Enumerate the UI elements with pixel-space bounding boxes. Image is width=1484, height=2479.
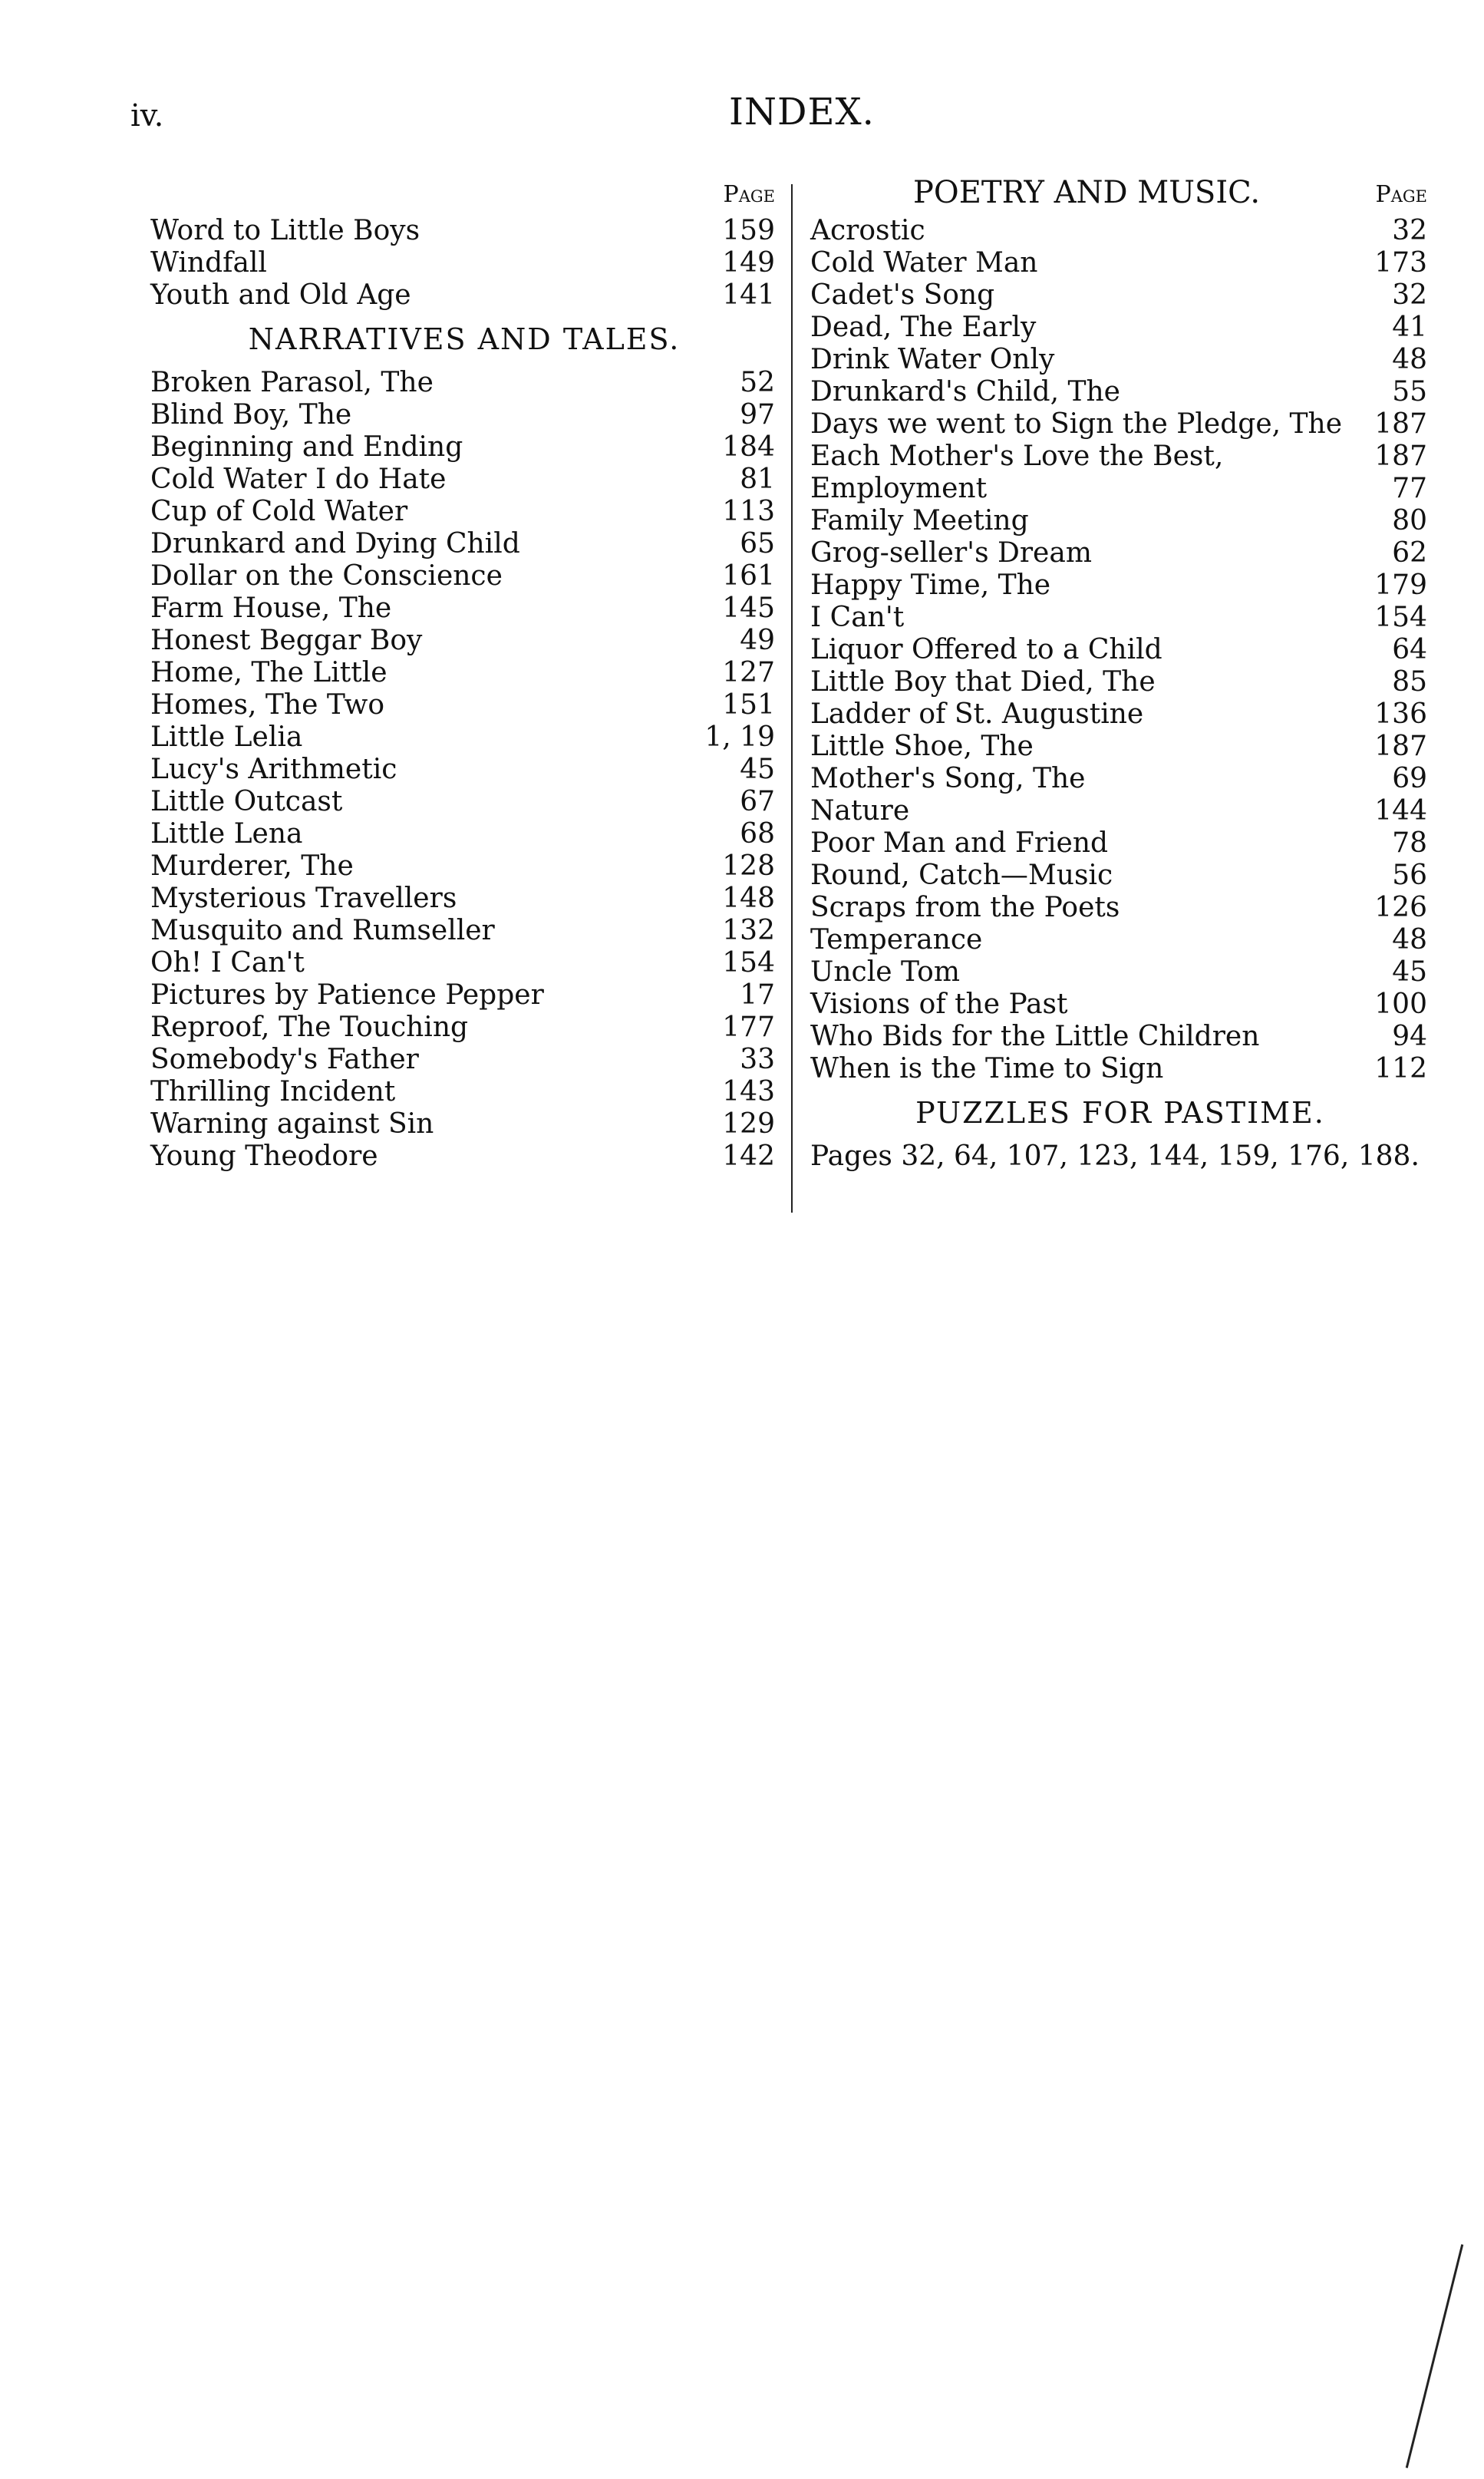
index-entry [146, 399, 783, 431]
entry-page: 179 [1374, 569, 1427, 601]
entry-page: 141 [722, 279, 775, 311]
index-entry [146, 689, 783, 721]
entry-title: Drink Water Only [810, 344, 1055, 375]
entry-title: Broken Parasol, The [150, 367, 434, 398]
index-entry [806, 666, 1435, 698]
index-entry [806, 602, 1435, 634]
index-entry [146, 279, 783, 312]
index-entry [806, 795, 1435, 827]
index-entry [806, 860, 1435, 892]
column-divider [791, 184, 793, 1213]
index-entry [146, 1108, 783, 1140]
entry-page: 78 [1392, 827, 1427, 859]
entry-title: Little Lelia [150, 721, 303, 753]
index-entry [146, 367, 783, 399]
entry-page: 142 [722, 1140, 775, 1172]
entry-page: 129 [722, 1108, 775, 1140]
index-entry [146, 215, 783, 247]
entry-title: Windfall [150, 247, 267, 279]
index-entry [806, 634, 1435, 666]
entry-title: Youth and Old Age [150, 279, 411, 311]
entry-title: Thrilling Incident [150, 1076, 396, 1107]
entry-page: 132 [722, 915, 775, 946]
entry-page: 161 [722, 560, 775, 592]
entry-title: Little Lena [150, 818, 303, 850]
entry-page: 145 [722, 593, 775, 624]
entry-page: 187 [1374, 441, 1427, 472]
index-entry [806, 537, 1435, 569]
entry-page: 136 [1374, 698, 1427, 730]
left-top-entries [146, 215, 783, 312]
entry-page: 100 [1374, 989, 1427, 1020]
index-entry [806, 376, 1435, 408]
entry-title: Word to Little Boys [150, 215, 420, 246]
entry-page: 184 [722, 431, 775, 463]
entry-title: Drunkard and Dying Child [150, 528, 520, 560]
index-entry [146, 1076, 783, 1108]
entry-page: 149 [722, 247, 775, 279]
entry-title: Young Theodore [150, 1140, 378, 1172]
entry-page: 112 [1374, 1053, 1427, 1084]
entry-title: Mother's Song, The [810, 763, 1086, 794]
index-entry [146, 818, 783, 850]
entry-title: Drunkard's Child, The [810, 376, 1120, 408]
index-entry [146, 1140, 783, 1173]
index-entry [806, 763, 1435, 795]
page-column-label: Page [1375, 181, 1427, 208]
entry-page: 52 [740, 367, 775, 398]
index-entry [146, 528, 783, 560]
index-entry [146, 915, 783, 947]
entry-title: Who Bids for the Little Children [810, 1021, 1260, 1052]
entry-page: 69 [1392, 763, 1427, 794]
entry-page: 62 [1392, 537, 1427, 569]
entry-page: 48 [1392, 924, 1427, 956]
entry-title: Each Mother's Love the Best, [810, 441, 1224, 472]
poetry-section-title: POETRY AND MUSIC. [913, 175, 1261, 210]
index-entry [146, 1044, 783, 1076]
index-entry [806, 569, 1435, 602]
entry-page: 49 [740, 625, 775, 656]
entry-page: 45 [1392, 956, 1427, 988]
entry-page: 127 [722, 657, 775, 688]
puzzles-section-title: PUZZLES FOR PASTIME. [915, 1096, 1325, 1130]
index-entry [806, 1021, 1435, 1053]
entry-page: 113 [722, 496, 775, 527]
narratives-section-title: NARRATIVES AND TALES. [248, 322, 681, 356]
entry-title: Lucy's Arithmetic [150, 754, 397, 785]
entry-page: 94 [1392, 1021, 1427, 1052]
entry-page: 81 [740, 464, 775, 495]
index-entry [806, 473, 1435, 505]
index-entry [146, 1012, 783, 1044]
entry-page: 187 [1374, 731, 1427, 762]
entry-title: Somebody's Father [150, 1044, 419, 1075]
right-column-header [806, 175, 1435, 215]
entry-page: 177 [722, 1012, 775, 1043]
index-entry [806, 731, 1435, 763]
puzzles-pages: Pages 32, 64, 107, 123, 144, 159, 176, 188. [810, 1140, 1420, 1172]
left-column [146, 175, 783, 1173]
entry-title: Mysterious Travellers [150, 883, 457, 914]
page-edge-mark [1406, 2244, 1463, 2468]
index-entry [806, 344, 1435, 376]
entry-title: Cold Water I do Hate [150, 464, 447, 495]
index-entry [146, 625, 783, 657]
left-column-header [146, 175, 783, 215]
entry-page: 32 [1392, 279, 1427, 311]
entry-page: 148 [722, 883, 775, 914]
index-entry [806, 441, 1435, 473]
index-entry [806, 827, 1435, 860]
entry-page: 56 [1392, 860, 1427, 891]
entry-title: Cadet's Song [810, 279, 995, 311]
entry-title: Murderer, The [150, 850, 354, 882]
entry-title: Visions of the Past [810, 989, 1068, 1020]
entry-title: Family Meeting [810, 505, 1029, 536]
entry-title: Blind Boy, The [150, 399, 352, 431]
entry-page: 65 [740, 528, 775, 560]
entry-page: 17 [740, 979, 775, 1011]
entry-page: 68 [740, 818, 775, 850]
entry-page: 187 [1374, 408, 1427, 440]
entry-title: Beginning and Ending [150, 431, 463, 463]
entry-title: Happy Time, The [810, 569, 1051, 601]
index-entry [146, 721, 783, 754]
index-entry [146, 979, 783, 1012]
entry-title: Liquor Offered to a Child [810, 634, 1162, 665]
entry-title: Honest Beggar Boy [150, 625, 423, 656]
index-entry [806, 989, 1435, 1021]
entry-title: I Can't [810, 602, 905, 633]
index-entry [146, 247, 783, 279]
entry-title: Pictures by Patience Pepper [150, 979, 544, 1011]
right-column [806, 175, 1435, 1173]
entry-title: Poor Man and Friend [810, 827, 1109, 859]
entry-title: Acrostic [810, 215, 925, 246]
index-entry [806, 312, 1435, 344]
entry-title: Cup of Cold Water [150, 496, 408, 527]
narratives-list [146, 367, 783, 1173]
entry-page: 151 [722, 689, 775, 721]
entry-title: Grog-seller's Dream [810, 537, 1092, 569]
index-entry [806, 505, 1435, 537]
index-entry [146, 431, 783, 464]
entry-page: 80 [1392, 505, 1427, 536]
entry-page: 85 [1392, 666, 1427, 698]
entry-page: 128 [722, 850, 775, 882]
index-entry [806, 279, 1435, 312]
entry-title: Employment [810, 473, 988, 504]
entry-title: Days we went to Sign the Pledge, The [810, 408, 1343, 440]
index-entry [806, 1053, 1435, 1085]
entry-title: Musquito and Rumseller [150, 915, 495, 946]
entry-page: 45 [740, 754, 775, 785]
entry-page: 159 [722, 215, 775, 246]
entry-title: Farm House, The [150, 593, 392, 624]
index-entry [146, 560, 783, 593]
entry-title: Uncle Tom [810, 956, 960, 988]
entry-title: Scraps from the Poets [810, 892, 1120, 923]
index-entry [146, 593, 783, 625]
entry-title: Homes, The Two [150, 689, 385, 721]
entry-title: When is the Time to Sign [810, 1053, 1164, 1084]
entry-page: 48 [1392, 344, 1427, 375]
index-entry [146, 883, 783, 915]
entry-page: 32 [1392, 215, 1427, 246]
entry-page: 33 [740, 1044, 775, 1075]
index-entry [146, 850, 783, 883]
entry-title: Reproof, The Touching [150, 1012, 469, 1043]
page-number: iv. [130, 98, 164, 134]
index-entry [806, 892, 1435, 924]
index-entry [806, 924, 1435, 956]
index-entry [806, 698, 1435, 731]
index-entry [146, 786, 783, 818]
entry-page: 77 [1392, 473, 1427, 504]
entry-title: Little Boy that Died, The [810, 666, 1156, 698]
page-column-label: Page [723, 181, 775, 208]
index-entry [146, 464, 783, 496]
entry-title: Dead, The Early [810, 312, 1037, 343]
index-entry [146, 496, 783, 528]
entry-title: Little Outcast [150, 786, 343, 817]
index-entry [146, 754, 783, 786]
entry-title: Temperance [810, 924, 983, 956]
entry-title: Cold Water Man [810, 247, 1038, 279]
entry-page: 55 [1392, 376, 1427, 408]
index-entry [806, 247, 1435, 279]
entry-page: 1, 19 [704, 721, 775, 753]
entry-title: Nature [810, 795, 910, 827]
entry-page: 144 [1374, 795, 1427, 827]
entry-page: 41 [1392, 312, 1427, 343]
entry-page: 143 [722, 1076, 775, 1107]
entry-title: Little Shoe, The [810, 731, 1034, 762]
index-entry [806, 215, 1435, 247]
entry-title: Warning against Sin [150, 1108, 434, 1140]
entry-page: 67 [740, 786, 775, 817]
index-entry [146, 947, 783, 979]
index-entry [806, 956, 1435, 989]
entry-title: Home, The Little [150, 657, 387, 688]
entry-page: 154 [1374, 602, 1427, 633]
page-title: INDEX. [729, 91, 875, 134]
entry-page: 154 [722, 947, 775, 979]
index-entry [806, 408, 1435, 441]
poetry-list [806, 215, 1435, 1085]
index-entry [146, 657, 783, 689]
entry-title: Oh! I Can't [150, 947, 305, 979]
entry-title: Round, Catch—Music [810, 860, 1113, 891]
entry-title: Ladder of St. Augustine [810, 698, 1144, 730]
entry-page: 97 [740, 399, 775, 431]
entry-page: 126 [1374, 892, 1427, 923]
entry-title: Dollar on the Conscience [150, 560, 503, 592]
entry-page: 173 [1374, 247, 1427, 279]
entry-page: 64 [1392, 634, 1427, 665]
